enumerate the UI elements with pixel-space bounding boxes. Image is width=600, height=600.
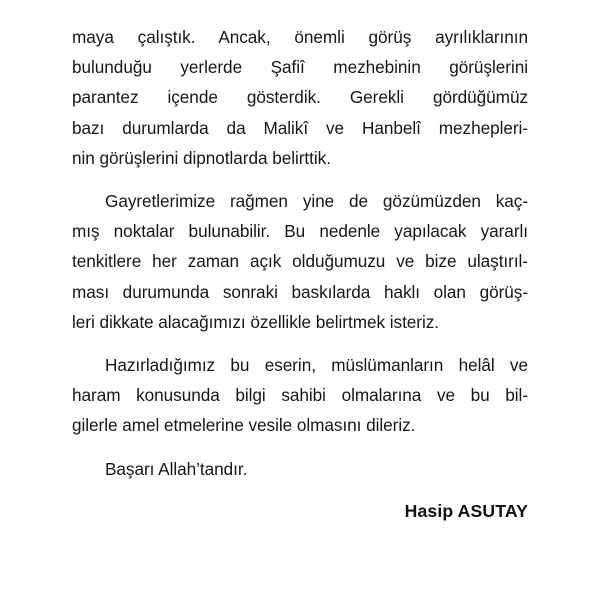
body-text-column [72,22,528,484]
paragraph-3 [72,350,528,441]
text-line: bulunduğu yerlerde Şafiî mezhebinin görüşlerini [72,57,528,78]
text-line: ması durumunda sonraki baskılarda haklı olan görüş- [72,281,528,302]
text-line: gilerle amel etmelerine vesile olmasını dileriz. [72,415,416,436]
text-line-content: Gayretlerimize rağmen yine de gözümüzden kaç- [105,191,528,212]
text-line: bazı durumlarda da Malikî ve Hanbelî mezhepleri- [72,117,528,138]
text-line: tenkitlere her zaman açık olduğumuzu ve bize ulaştırıl- [72,251,528,272]
text-line: haram konusunda bilgi sahibi olmalarına ve bu bil- [72,385,528,406]
text-line-indented [72,454,528,484]
paragraph-1 [72,22,528,173]
text-line-content: Başarı Allah’tandır. [105,458,248,479]
text-line-indented [72,350,528,380]
text-line: leri dikkate alacağımızı özellikle belirtmek isteriz. [72,311,440,332]
text-line: nin görüşlerini dipnotlarda belirttik. [72,147,331,168]
text-line: parantez içende gösterdik. Gerekli gördüğümüz [72,87,528,108]
text-line: maya çalıştık. Ancak, önemli görüş ayrılıklarının [72,27,528,47]
text-line: mış noktalar bulunabilir. Bu nedenle yapılacak yararlı [72,221,528,242]
paragraph-4 [72,454,528,484]
text-line-content: Hazırladığımız bu eserin, müslümanların helâl ve [105,355,528,376]
signature-block [72,498,528,524]
author-signature: Hasip ASUTAY [404,501,528,521]
paragraph-2 [72,186,528,337]
text-line-indented [72,186,528,216]
